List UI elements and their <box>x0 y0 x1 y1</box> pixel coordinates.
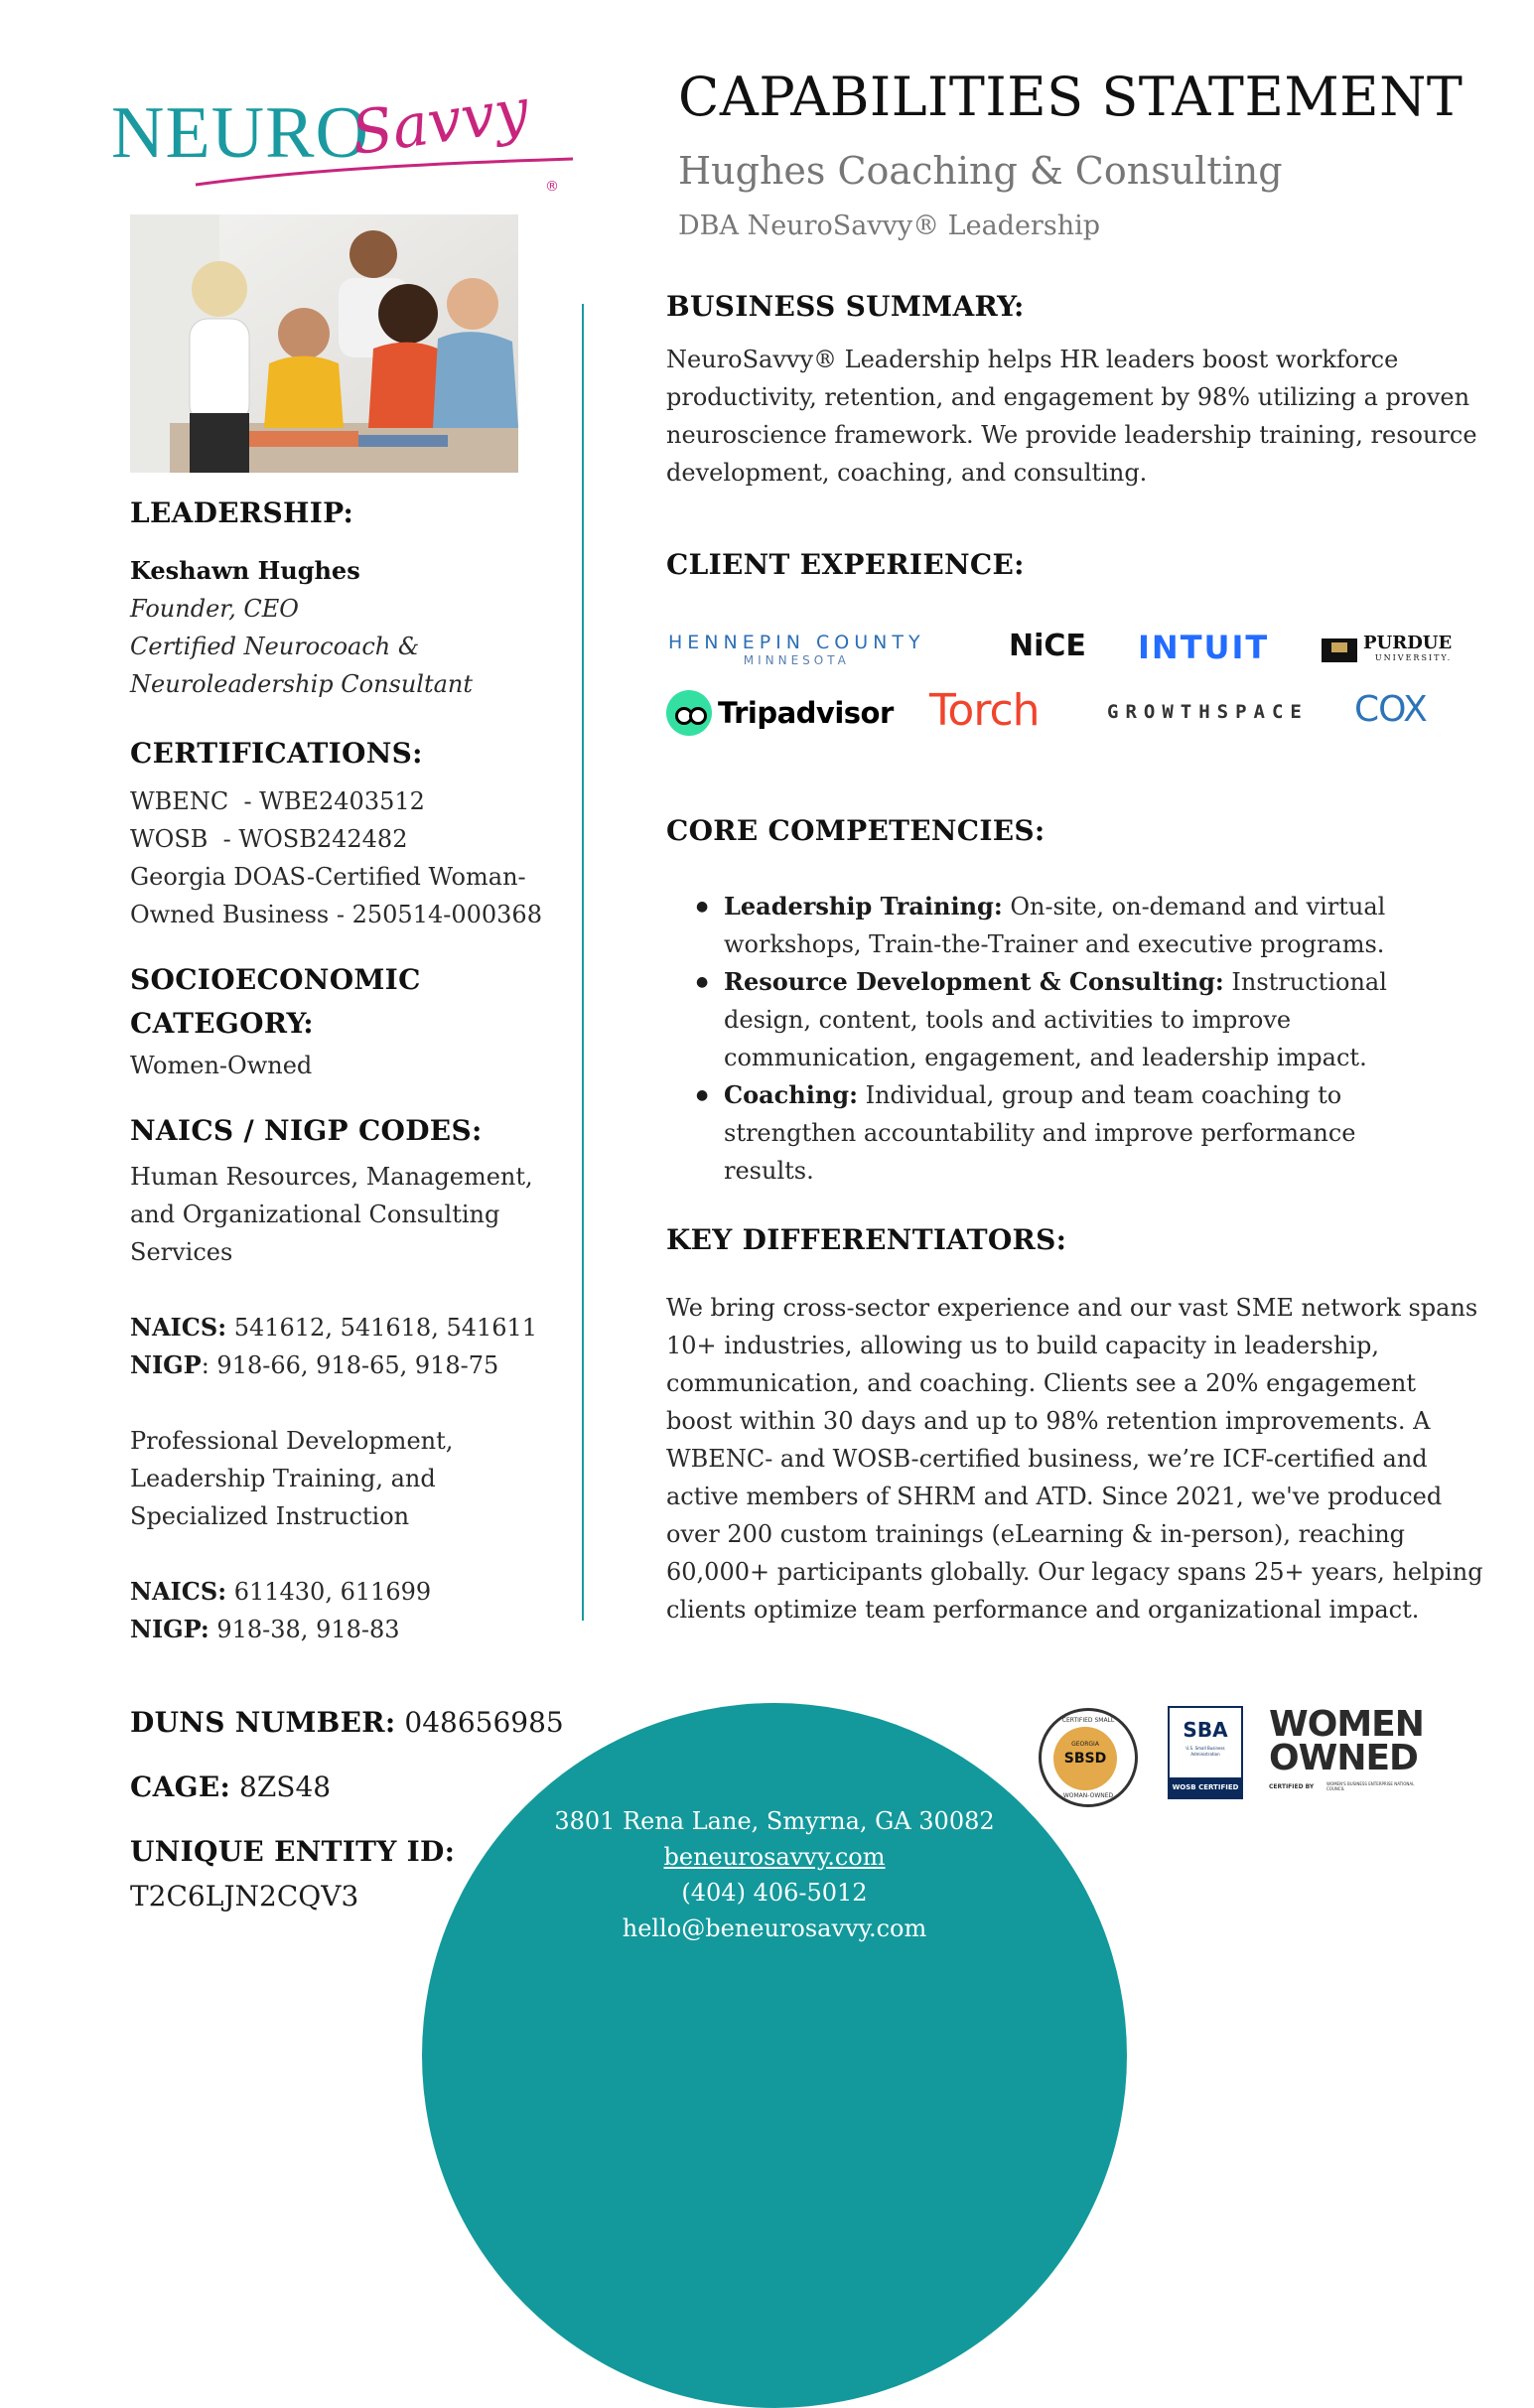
purdue-logo <box>1322 633 1453 665</box>
competency-title: Coaching: <box>724 1080 858 1109</box>
nigp-values: : 918-66, 918-65, 918-75 <box>201 1351 499 1379</box>
cox-logo: COX <box>1354 689 1427 730</box>
socioeconomic-heading-line: CATEGORY: <box>130 1007 314 1040</box>
leader-role: Founder, CEO <box>130 595 299 623</box>
council-text: WOMEN'S BUSINESS ENTERPRISE NATIONAL COUNCIL <box>1326 1781 1415 1791</box>
sbsd-inner-circle <box>1053 1727 1117 1790</box>
purdue-p-icon <box>1322 638 1357 662</box>
sbsd-bottom-text: WOMAN-OWNED <box>1062 1792 1114 1799</box>
competency-text: Instructional <box>1223 968 1387 996</box>
nice-logo: NiCE <box>1009 629 1086 663</box>
hennepin-sub: MINNESOTA <box>743 653 850 667</box>
certification-line: Owned Business - 250514-000368 <box>130 901 542 928</box>
page-title: CAPABILITIES STATEMENT <box>678 66 1464 128</box>
sbsd-text: SBSD <box>1063 1751 1107 1767</box>
owned-text: OWNED <box>1269 1738 1418 1778</box>
leader-role: Certified Neurocoach & <box>130 633 420 660</box>
summary-line: neuroscience framework. We provide leadership training, resource <box>666 421 1477 449</box>
column-divider <box>582 304 584 1621</box>
socioeconomic-heading-line: SOCIOECONOMIC <box>130 963 421 996</box>
contact-address: 3801 Rena Lane, Smyrna, GA 30082 <box>554 1807 995 1835</box>
core-competencies-heading: CORE COMPETENCIES: <box>666 814 1046 847</box>
sba-text: SBA <box>1183 1718 1228 1742</box>
naics-label: NAICS: <box>130 1577 227 1606</box>
competency-title: Leadership Training: <box>724 892 1003 921</box>
logo-swoosh <box>191 151 578 191</box>
tripadvisor-owl-icon <box>666 690 712 736</box>
uei-label: UNIQUE ENTITY ID: <box>130 1835 456 1868</box>
differentiator-line: We bring cross-sector experience and our vast SME network spans <box>666 1294 1478 1322</box>
codes-desc-line: and Organizational Consulting <box>130 1201 500 1228</box>
competency-text: workshops, Train-the-Trainer and executive programs. <box>724 930 1385 958</box>
sba-wosb-badge <box>1168 1706 1243 1799</box>
contact-phone: (404) 406-5012 <box>681 1879 868 1907</box>
cage-value: 8ZS48 <box>230 1771 332 1803</box>
leader-role: Neuroleadership Consultant <box>130 670 474 698</box>
women-text: WOMEN <box>1269 1704 1424 1745</box>
business-summary-text <box>666 341 1477 492</box>
uei-value: T2C6LJN2CQV3 <box>130 1880 359 1912</box>
certification-line: WBENC - WBE2403512 <box>130 787 425 815</box>
naics-label: NAICS: <box>130 1313 227 1342</box>
competency-title: Resource Development & Consulting: <box>724 967 1224 996</box>
nigp-label: NIGP: <box>130 1615 209 1643</box>
certified-by-text: CERTIFIED BY <box>1269 1783 1315 1790</box>
naics-codes-2 <box>130 1573 547 1611</box>
competency-item <box>724 888 1421 963</box>
key-differentiators-heading: KEY DIFFERENTIATORS: <box>666 1223 1067 1256</box>
summary-line: NeuroSavvy® Leadership helps HR leaders boost workforce <box>666 346 1399 373</box>
differentiator-line: over 200 custom trainings (eLearning & in-person), reaching <box>666 1520 1406 1548</box>
duns-value: 048656985 <box>395 1706 564 1739</box>
codes-desc-line: Leadership Training, and <box>130 1465 436 1492</box>
tripadvisor-text: Tripadvisor <box>718 696 894 730</box>
competency-text: strengthen accountability and improve performance results. <box>724 1119 1356 1185</box>
business-summary-heading: BUSINESS SUMMARY: <box>666 290 1025 323</box>
summary-line: productivity, retention, and engagement by 98% utilizing a proven <box>666 383 1470 411</box>
core-competencies-list <box>666 888 1421 1190</box>
contact-email: hello@beneurosavvy.com <box>622 1914 927 1942</box>
brand-logo <box>111 74 568 201</box>
sba-cert-bar: WOSB CERTIFIED <box>1170 1777 1241 1797</box>
competency-item <box>724 1076 1421 1190</box>
certification-line: WOSB - WOSB242482 <box>130 825 408 853</box>
leadership-heading: LEADERSHIP: <box>130 496 354 529</box>
purdue-text: PURDUE <box>1363 633 1453 653</box>
codes-block <box>130 1158 547 1648</box>
socioeconomic-heading <box>130 958 421 1046</box>
naics-values: 541612, 541618, 541611 <box>226 1314 538 1342</box>
sbsd-top-text: CERTIFIED SMALL <box>1061 1717 1115 1724</box>
codes-desc-line: Specialized Instruction <box>130 1502 410 1530</box>
nigp-label: NIGP <box>130 1350 202 1379</box>
differentiator-line: WBENC- and WOSB-certified business, we’re ICF-certified and <box>666 1445 1428 1473</box>
differentiator-line: clients optimize team performance and organizational impact. <box>666 1596 1420 1624</box>
purdue-sub: UNIVERSITY. <box>1374 653 1453 662</box>
certifications-heading: CERTIFICATIONS: <box>130 737 423 770</box>
key-differentiators-text <box>666 1289 1483 1629</box>
leadership-block <box>130 552 473 703</box>
certifications-list <box>130 782 542 933</box>
duns-label: DUNS NUMBER: <box>130 1706 396 1739</box>
differentiator-line: 60,000+ participants globally. Our legacy spans 25+ years, helping <box>666 1558 1483 1586</box>
differentiator-line: active members of SHRM and ATD. Since 2021, we've produced <box>666 1483 1443 1510</box>
georgia-sbsd-badge <box>1039 1708 1138 1807</box>
women-owned-badge <box>1269 1706 1438 1795</box>
naics-codes-1 <box>130 1309 547 1346</box>
logo-neuro-text: NEURO <box>111 92 369 174</box>
logo-savvy-text: Savvy <box>347 74 533 170</box>
nigp-values: 918-38, 918-83 <box>209 1616 400 1643</box>
competency-text: Individual, group and team coaching to <box>857 1081 1342 1109</box>
torch-logo: Torch <box>929 685 1040 736</box>
nigp-codes-1 <box>130 1346 547 1384</box>
certification-line: Georgia DOAS-Certified Woman- <box>130 863 526 891</box>
contact-website-wrap <box>427 1839 1122 1875</box>
differentiator-line: 10+ industries, allowing us to build capacity in leadership, <box>666 1332 1379 1359</box>
nigp-codes-2 <box>130 1611 547 1648</box>
socioeconomic-value: Women-Owned <box>130 1052 313 1079</box>
leader-name: Keshawn Hughes <box>130 556 360 585</box>
summary-line: development, coaching, and consulting. <box>666 459 1148 487</box>
differentiator-line: communication, and coaching. Clients see a 20% engagement <box>666 1369 1417 1397</box>
logo-registered-mark: ® <box>545 179 559 195</box>
competency-text: design, content, tools and activities to improve <box>724 1006 1292 1034</box>
codes-desc-line: Professional Development, <box>130 1427 454 1455</box>
intuit-logo: INTUIT <box>1138 629 1270 666</box>
codes-desc-line: Services <box>130 1238 233 1266</box>
dba-name: DBA NeuroSavvy® Leadership <box>678 211 1100 241</box>
hennepin-text: HENNEPIN COUNTY <box>668 632 925 653</box>
company-name: Hughes Coaching & Consulting <box>678 149 1283 193</box>
sbsd-state: GEORGIA <box>1071 1741 1099 1748</box>
cage-code <box>130 1771 331 1803</box>
tripadvisor-logo <box>666 690 894 736</box>
hennepin-county-logo <box>668 632 925 667</box>
competency-item <box>724 963 1421 1076</box>
competency-text: On-site, on-demand and virtual <box>1002 893 1386 921</box>
website-link[interactable]: beneurosavvy.com <box>663 1843 886 1871</box>
competency-text: communication, engagement, and leadership impact. <box>724 1044 1367 1071</box>
cage-label: CAGE: <box>130 1771 231 1803</box>
team-photo <box>130 214 518 473</box>
client-experience-heading: CLIENT EXPERIENCE: <box>666 548 1025 581</box>
naics-values: 611430, 611699 <box>226 1578 432 1606</box>
codes-heading: NAICS / NIGP CODES: <box>130 1114 483 1147</box>
codes-desc-line: Human Resources, Management, <box>130 1163 533 1191</box>
differentiator-line: boost within 30 days and up to 98% retention improvements. A <box>666 1407 1431 1435</box>
duns-number <box>130 1706 564 1739</box>
sba-sub: U.S. Small Business Administration <box>1185 1746 1225 1757</box>
growthspace-logo: GROWTHSPACE <box>1107 701 1309 723</box>
